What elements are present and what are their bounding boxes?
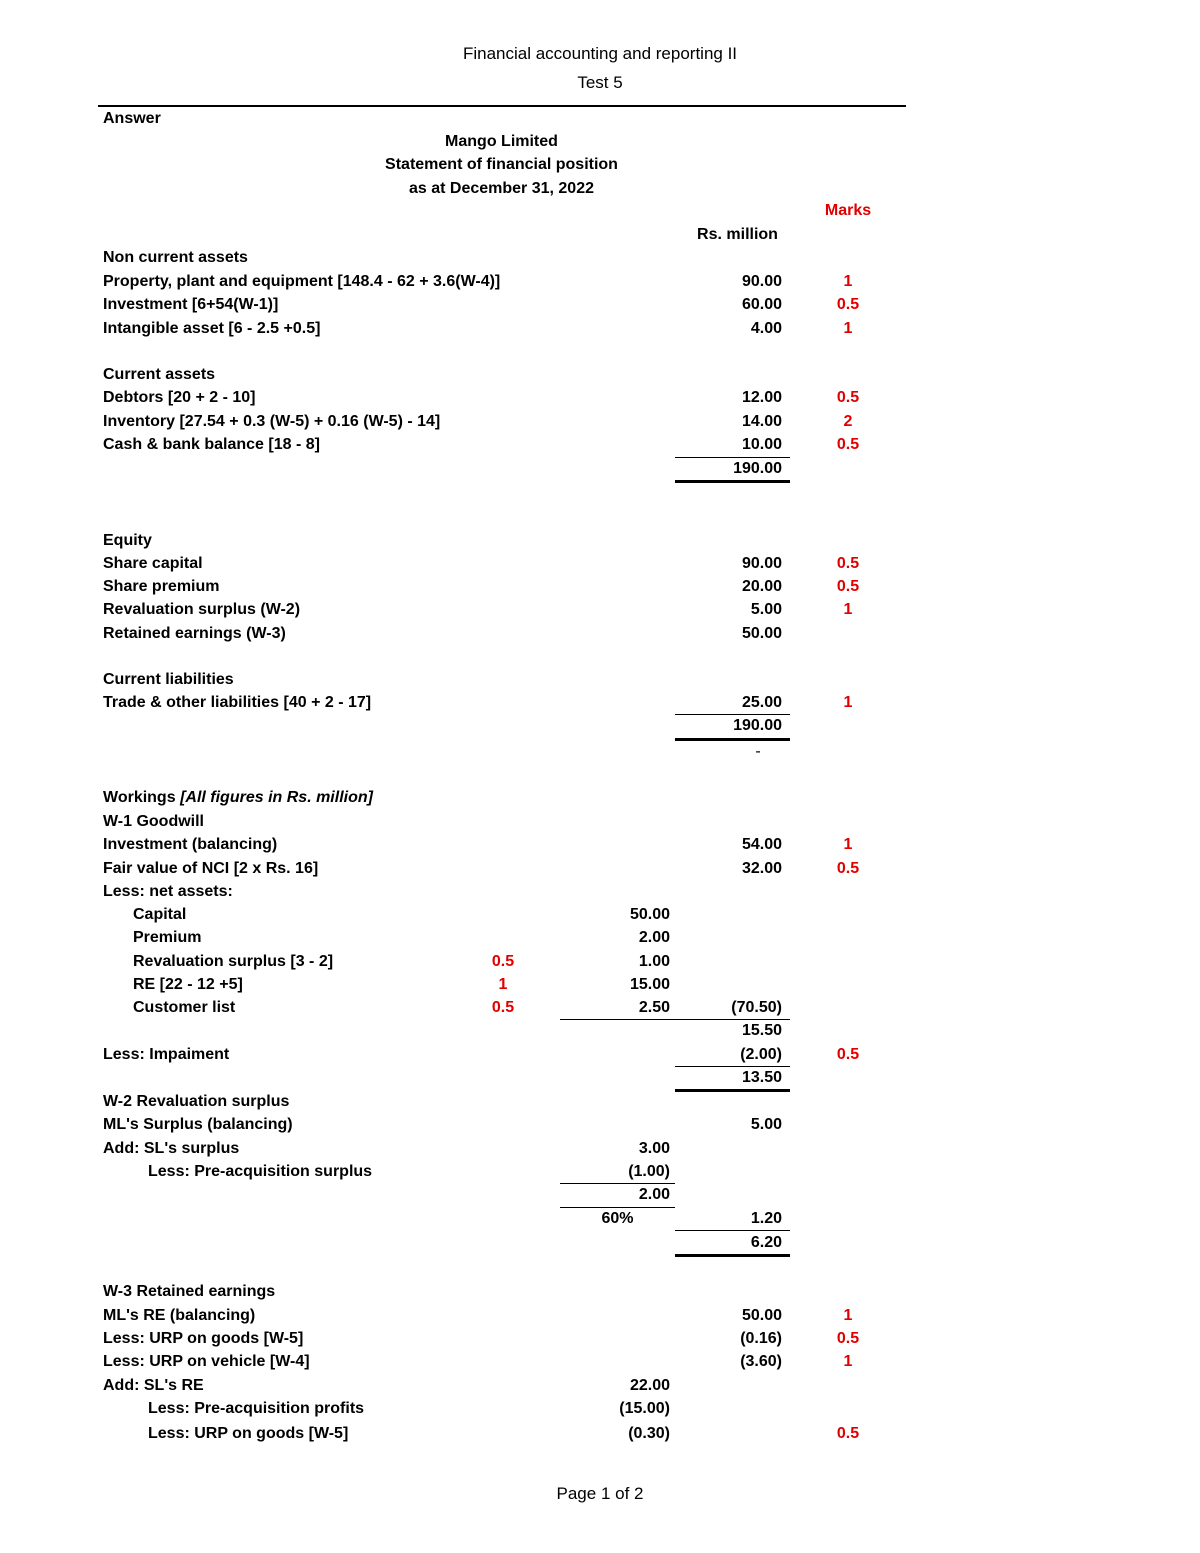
row-mark: 0.5 <box>836 555 860 572</box>
row-value: 50.00 <box>741 1307 782 1324</box>
w2-title: W-2 Revaluation surplus <box>103 1093 290 1110</box>
double-underline <box>675 480 790 483</box>
row-mark: 0.5 <box>836 389 860 406</box>
row-mark: 0.5 <box>491 953 515 970</box>
row-label: Less: URP on goods [W-5] <box>103 1330 304 1347</box>
w3-row-ml-re <box>0 1304 1200 1327</box>
w1-goodwill-total: 13.50 <box>741 1069 782 1086</box>
row-label: Property, plant and equipment [148.4 - 62 + 3.6(W-4)] <box>103 273 501 290</box>
row-label: ML's RE (balancing) <box>103 1307 256 1324</box>
row-mark: 1 <box>843 601 853 618</box>
row-label: Capital <box>133 906 187 923</box>
row-value: 32.00 <box>741 860 782 877</box>
row-value: 4.00 <box>750 320 782 337</box>
sfp-row-share-capital <box>0 552 1200 575</box>
row-mark: 0.5 <box>836 296 860 313</box>
row-mark: 1 <box>843 320 853 337</box>
row-label: Less: Impaiment <box>103 1046 230 1063</box>
row-label: Add: SL's surplus <box>103 1140 240 1157</box>
row-mark: 0.5 <box>836 860 860 877</box>
row-value: 5.00 <box>750 1116 782 1133</box>
row-label: RE [22 - 12 +5] <box>133 976 243 993</box>
row-label: Add: SL's RE <box>103 1377 204 1394</box>
sfp-row-share-premium <box>0 575 1200 598</box>
row-label: Less: URP on goods [W-5] <box>148 1425 349 1442</box>
row-value: (2.00) <box>740 1046 782 1063</box>
row-value: 14.00 <box>741 413 782 430</box>
marks-header: Marks <box>824 202 872 219</box>
row-label: Share premium <box>103 578 220 595</box>
row-label: Revaluation surplus (W-2) <box>103 601 301 618</box>
row-value: 90.00 <box>741 273 782 290</box>
row-value: (0.30) <box>628 1425 670 1442</box>
statement-date: as at December 31, 2022 <box>408 180 594 197</box>
sfp-row-intangible <box>0 317 1200 340</box>
row-mark: 1 <box>843 836 853 853</box>
sfp-row-reval-surplus <box>0 598 1200 621</box>
row-value: 2.00 <box>638 929 670 946</box>
row-value: 50.00 <box>741 625 782 642</box>
row-value: 3.00 <box>638 1140 670 1157</box>
statement-title: Statement of financial position <box>385 156 618 173</box>
w1-row-impairment <box>0 1043 1200 1066</box>
row-label: Debtors [20 + 2 - 10] <box>103 389 256 406</box>
w2-row-share <box>0 1207 1200 1230</box>
row-label: Investment [6+54(W-1)] <box>103 296 279 313</box>
sfp-row-debtors <box>0 386 1200 409</box>
row-value: 90.00 <box>741 555 782 572</box>
row-label: Less: Pre-acquisition profits <box>148 1400 365 1417</box>
w1-subtotal: 15.50 <box>741 1022 782 1039</box>
row-value: (15.00) <box>619 1400 670 1417</box>
w1-less-net-assets: Less: net assets: <box>103 883 233 900</box>
w1-row-re <box>0 973 1200 996</box>
row-value: 50.00 <box>629 906 670 923</box>
w2-post-acq: 2.00 <box>638 1186 670 1203</box>
double-underline <box>675 1254 790 1257</box>
row-label: Intangible asset [6 - 2.5 +0.5] <box>103 320 321 337</box>
row-label: Inventory [27.54 + 0.3 (W-5) + 0.16 (W-5) - 14] <box>103 413 441 430</box>
row-mark: 1 <box>843 1307 853 1324</box>
row-label: Cash & bank balance [18 - 8] <box>103 436 320 453</box>
row-value: 1.00 <box>638 953 670 970</box>
row-value: 60.00 <box>741 296 782 313</box>
sfp-row-investment <box>0 293 1200 316</box>
w1-row-investment <box>0 833 1200 856</box>
section-heading-equity: Equity <box>103 532 152 549</box>
w1-row-nci <box>0 857 1200 880</box>
company-name: Mango Limited <box>445 133 558 150</box>
workings-heading-row <box>0 786 1200 809</box>
section-heading-non-current: Non current assets <box>103 249 248 266</box>
workings-title: Workings <box>103 789 176 806</box>
w2-total: 6.20 <box>750 1234 782 1251</box>
total-equity-liabilities: 190.00 <box>733 717 782 734</box>
row-value: 1.20 <box>750 1210 782 1227</box>
row-value: 12.00 <box>741 389 782 406</box>
sfp-row-trade-liabilities <box>0 691 1200 714</box>
row-mark: 0.5 <box>836 436 860 453</box>
row-value: (1.00) <box>628 1163 670 1180</box>
row-mark: 1 <box>843 273 853 290</box>
row-total: (70.50) <box>731 999 782 1016</box>
row-mark: 2 <box>843 413 853 430</box>
row-value: (3.60) <box>740 1353 782 1370</box>
course-title: Financial accounting and reporting II <box>462 44 738 63</box>
row-value: 20.00 <box>741 578 782 595</box>
row-label: Investment (balancing) <box>103 836 278 853</box>
w2-row-sl-surplus <box>0 1137 1200 1160</box>
w1-title: W-1 Goodwill <box>103 813 204 830</box>
row-label: Revaluation surplus [3 - 2] <box>133 953 334 970</box>
page-number: Page 1 of 2 <box>556 1484 644 1503</box>
row-label: Less: URP on vehicle [W-4] <box>103 1353 310 1370</box>
w1-row-capital <box>0 903 1200 926</box>
workings-note: [All figures in Rs. million] <box>180 789 373 806</box>
row-mark: 0.5 <box>836 1046 860 1063</box>
row-label: Fair value of NCI [2 x Rs. 16] <box>103 860 319 877</box>
sfp-row-ppe <box>0 270 1200 293</box>
sfp-row-cash <box>0 433 1200 456</box>
row-mark: 1 <box>843 1353 853 1370</box>
row-mark: 0.5 <box>836 1330 860 1347</box>
row-label: Customer list <box>133 999 236 1016</box>
row-label: ML's Surplus (balancing) <box>103 1116 293 1133</box>
section-heading-current-liabilities: Current liabilities <box>103 671 234 688</box>
w1-row-customer-list <box>0 996 1200 1019</box>
w2-row-ml-surplus <box>0 1113 1200 1136</box>
row-value: 5.00 <box>750 601 782 618</box>
row-mark: 0.5 <box>836 1425 860 1442</box>
section-heading-current-assets: Current assets <box>103 366 216 383</box>
w1-row-premium <box>0 926 1200 949</box>
difference-value: - <box>755 743 761 760</box>
row-mark: 1 <box>843 694 853 711</box>
row-label: Trade & other liabilities [40 + 2 - 17] <box>103 694 372 711</box>
row-value: 25.00 <box>741 694 782 711</box>
w3-title: W-3 Retained earnings <box>103 1283 276 1300</box>
w3-row-sl-re <box>0 1374 1200 1397</box>
row-value: 2.50 <box>638 999 670 1016</box>
sfp-row-inventory <box>0 410 1200 433</box>
row-mark: 0.5 <box>836 578 860 595</box>
row-label: Share capital <box>103 555 203 572</box>
total-assets: 190.00 <box>733 460 782 477</box>
row-value: 22.00 <box>629 1377 670 1394</box>
row-value: (0.16) <box>740 1330 782 1347</box>
workings-heading <box>103 786 373 809</box>
w3-row-urp-goods-sl <box>0 1422 1200 1445</box>
row-value: 54.00 <box>741 836 782 853</box>
test-number: Test 5 <box>577 73 623 92</box>
w3-row-urp-goods <box>0 1327 1200 1350</box>
w3-row-urp-vehicle <box>0 1350 1200 1373</box>
answer-label: Answer <box>103 110 161 127</box>
unit-header: Rs. million <box>697 226 778 243</box>
w1-row-reval <box>0 950 1200 973</box>
row-mark: 0.5 <box>491 999 515 1016</box>
w3-row-pre-acq-profits <box>0 1397 1200 1420</box>
row-value: 10.00 <box>741 436 782 453</box>
row-label: Retained earnings (W-3) <box>103 625 286 642</box>
share-percentage: 60% <box>601 1210 634 1227</box>
row-value: 15.00 <box>629 976 670 993</box>
row-mark: 1 <box>498 976 508 993</box>
w2-row-pre-acq <box>0 1160 1200 1183</box>
row-label: Premium <box>133 929 202 946</box>
row-label: Less: Pre-acquisition surplus <box>148 1163 373 1180</box>
sfp-row-retained-earnings <box>0 622 1200 645</box>
